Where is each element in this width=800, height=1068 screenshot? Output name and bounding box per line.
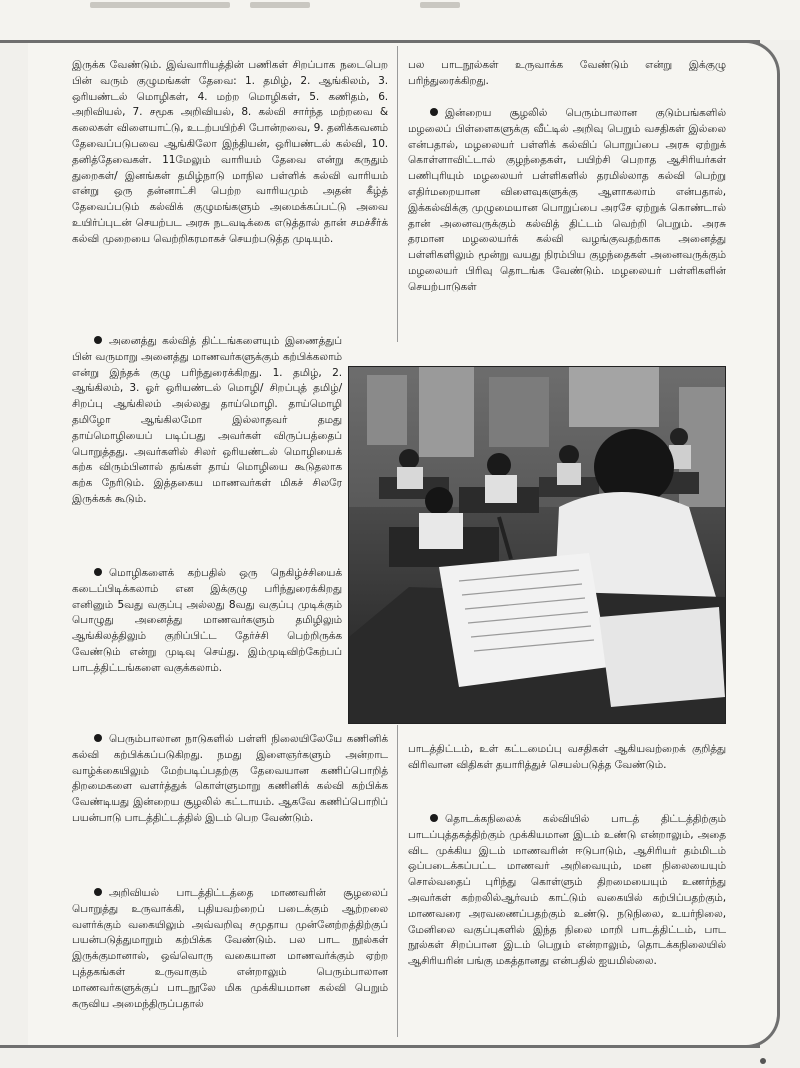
student-shape [557, 463, 581, 485]
window-shape [489, 377, 549, 447]
left-paragraph-1: இருக்க வேண்டும். இவ்வாரியத்தின் பணிகள் சிறப்பாக நடைபெற பின் வரும் குழுமங்கள் தேவை: 1. தமிழ், 2. ஆங்கிலம், 3. ஒரியண்டல் மொழிகள், 4. மற்ற மொழிகள், 5. கணிதம், 6. அறிவியல், 7. சமூக அறிவியல், 8. கல்வி சார்ந்த மற்றவை & கலைகள் விளையாட்டு, உடற்பயிற்சி போன்றவை, 9. தனிக்கவனம் தேவைப்படுபவை ஆங்கிலோ இந்தியன், ஒரியண்டல் கல்வி, 10. தனித்தேவைகள். 11மேலும் வாரியம் தேவை என்று கருதும் துறைகள்/ இனங்கள் தமிழ்நாடு மாநில பள்ளிக் கல்வி வாரியம் என்று ஒரு தன்னாட்சி பெற்ற வாரியமும் அதன் கீழ்த் தேவைப்படும் கல்விக் குழுமங்களும் அமைக்கப்பட்டு அவை உயிர்ப்புடன் செயற்பட அரசு நடவடிக்கை எடுத்தால் தான் சமச்சீர்க் கல்வி முறையை வெற்றிகரமாகச் செயற்படுத்த முடியும். [72, 59, 388, 245]
bullet-icon [94, 336, 102, 344]
right-paragraph-4-text: தொடக்கநிலைக் கல்வியில் பாடத் திட்டத்திற்கும் பாடப்புத்தகத்திற்கும் முக்கியமான இடம் உண்டு என்றாலும், அதை விட முக்கிய இடம் மாணவரின் ஈடுபாடும், ஆசிரியர் தம்மிடம் ஒப்படைக்கப்பட்ட மாணவர் அறிவையும், மன நிலையையும் சொல்வதைப் புரிந்து கொள்ளும் திறமையையும் உணர்ந்து அவர்கள் கற்றலில்ஆர்வம் காட்டும் வகையில் கற்பிப்பதற்கும், மாணவரை அரவணைப்பதற்கும் உண்டு. நடுநிலை, உயர்நிலை, மேனிலை வகுப்புகளில் இந்த நிலை மாறி பாடத்திட்டம், பாட நூல்கள் சிறப்பான இடம் பெறும் என்றாலும், தொடக்கநிலையில் ஆசிரியரின் பங்கு மகத்தானது என்பதில் ஐயமில்லை. [408, 813, 726, 968]
window-shape [569, 367, 659, 427]
student-shape [425, 487, 453, 515]
bullet-icon [94, 568, 102, 576]
column-divider [397, 46, 398, 342]
left-paragraph-3 [72, 566, 342, 677]
bullet-icon [430, 814, 438, 822]
left-paragraph-5 [72, 886, 388, 1012]
bullet-icon [94, 888, 102, 896]
right-paragraph-4 [408, 812, 726, 970]
question-paper [599, 607, 725, 707]
left-paragraph-2 [72, 334, 342, 508]
bullet-icon [94, 734, 102, 742]
student-shape [485, 475, 517, 503]
column-divider [397, 725, 398, 1037]
student-shape [397, 467, 423, 489]
student-shape [487, 453, 511, 477]
left-paragraph-4-text: பெரும்பாலான நாடுகளில் பள்ளி நிலையிலேயே கணினிக் கல்வி கற்பிக்கப்படுகிறது. நமது இளைஞர்களும் அன்றாட வாழ்க்கையிலும் மேற்படிப்பதற்கு தேவையான கணிப்பொறித் திறமைகளை வளர்த்துக் கொள்ளுமாறு கணினிக் கல்வி கற்பிக்க வேண்டியது இன்றைய சூழலில் கட்டாயம். ஆகவே கணிப்பொறிப் பயன்பாடு பாடத்திட்டத்தில் இடம் பெற வேண்டும். [72, 733, 388, 824]
frame-bottom-rule [0, 1045, 760, 1048]
right-paragraph-2 [408, 106, 726, 296]
right-paragraph-2-text: இன்றைய சூழலில் பெரும்பாலான குடும்பங்களில் மழலைப் பிள்ளைகளுக்கு வீட்டில் அறிவு பெறும் வசதிகள் இல்லை என்பதால், மழலையர் பள்ளிக் கல்விப் பொறுப்பை அரசு ஏற்றுக் கொள்ளாவிட்டால் குழந்தைகள், பயிற்சி பெறாத ஆசிரியர்கள் பணிபுரியும் மழலையர் பள்ளிகளில் தரமில்லாத கல்வி பெற்று எதிர்மறையான விளைவுகளுக்கு ஆளாகலாம் என்பதால், இக்கல்விக்கு முழுமையான பொறுப்பை அரசே ஏற்றுக் கொண்டால் தான் அனைவருக்கும் கல்வித் திட்டம் வெற்றி பெறும். அரசு தரமான மழலையர்க் கல்வி வழங்குவதற்காக அனைத்து பள்ளிகளிலும் மூன்று வயது நிரம்பிய குழந்தைகள் அனைவருக்கும் மழலையர் பிரிவு தொடங்க வேண்டும். மழலையர் பள்ளிகளின் செயற்பாடுகள் [408, 107, 726, 293]
exam-classroom-photo [348, 366, 726, 724]
left-paragraph-4 [72, 732, 388, 827]
right-paragraph-1: பல பாடநூல்கள் உருவாக்க வேண்டும் என்று இக்குழு பரிந்துரைக்கிறது. [408, 59, 726, 87]
left-paragraph-5-text: அறிவியல் பாடத்திட்டத்தை மாணவரின் சூழலைப் பொறுத்து உருவாக்கி, புதியவற்றைப் படைக்கும் ஆற்றலை வளர்க்கும் வகையிலும் அவ்வறிவு சமுதாய முன்னேற்றத்திற்குப் பயன்படுத்துமாறும் கற்பிக்க வேண்டும். பல பாட நூல்கள் இருக்குமானால், ஒவ்வொரு வகையான மாணவர்க்கும் ஏற்ற புத்தகங்கள் உருவாகும் என்றாலும் பெரும்பாலான மாணவர்களுக்குப் பாடநூலே மிக முக்கியமான கல்வி பெறும் கருவிய அமைந்திருப்பதால் [72, 887, 388, 1010]
bleed-through-mark [250, 2, 310, 8]
right-paragraph-3: பாடத்திட்டம், உள் கட்டமைப்பு வசதிகள் ஆகியவற்றைக் குறித்து விரிவான விதிகள் தயாரித்துச் செயல்படுத்த வேண்டும். [408, 743, 726, 771]
left-paragraph-2-text: அனைத்து கல்வித் திட்டங்களையும் இணைத்துப் பின் வருமாறு அனைத்து மாணவர்களுக்கும் கற்பிக்கலாம் என்று இந்தக் குழு பரிந்துரைக்கிறது. 1. தமிழ், 2. ஆங்கிலம், 3. ஓர் ஒரியண்டல் மொழி/ சிறப்புத் தமிழ்/ சிறப்பு ஆங்கிலம் அல்லது தாய்மொழி. தாய்மொழி தமிழோ ஆங்கிலமோ இல்லாதவர் தமது தாய்மொழியைப் படிப்பது அவர்கள் விருப்பத்தைப் பொறுத்தது. அவர்களில் சிலர் ஒரியண்டல் மொழியைக் கற்க விரும்பினால் தங்கள் தாய் மொழியை கூடுதலாக கற்க நேரிடும். இத்தகைய மாணவர்கள் மிகச் சிலரே இருக்கக் கூடும். [72, 335, 342, 505]
page-top-strip [0, 0, 800, 40]
page-corner-mark [760, 1058, 766, 1064]
bullet-icon [430, 108, 438, 116]
student-shape [559, 445, 579, 465]
student-shape [670, 428, 688, 446]
frame-top-rule [0, 40, 760, 43]
window-shape [367, 375, 407, 445]
student-shape [419, 513, 463, 549]
bleed-through-mark [420, 2, 460, 8]
student-shape [399, 449, 419, 469]
window-shape [419, 367, 474, 457]
bleed-through-mark [90, 2, 230, 8]
answer-paper [439, 553, 609, 687]
left-paragraph-3-text: மொழிகளைக் கற்பதில் ஒரு நெகிழ்ச்சியைக் கடைப்பிடிக்கலாம் என இக்குழு பரிந்துரைக்கிறது எனினும் 5வது வகுப்பு அல்லது 8வது வகுப்பு முடிக்கும் பொழுது அனைத்து மாணவர்களும் தமிழிலும் ஆங்கிலத்திலும் குறிப்பிட்ட தேர்ச்சி பெற்றிருக்க வேண்டும் என்று முடிவு செய்து. இம்முடிவிற்கேற்பப் பாடத்திட்டங்களை வகுக்கலாம். [72, 567, 342, 674]
